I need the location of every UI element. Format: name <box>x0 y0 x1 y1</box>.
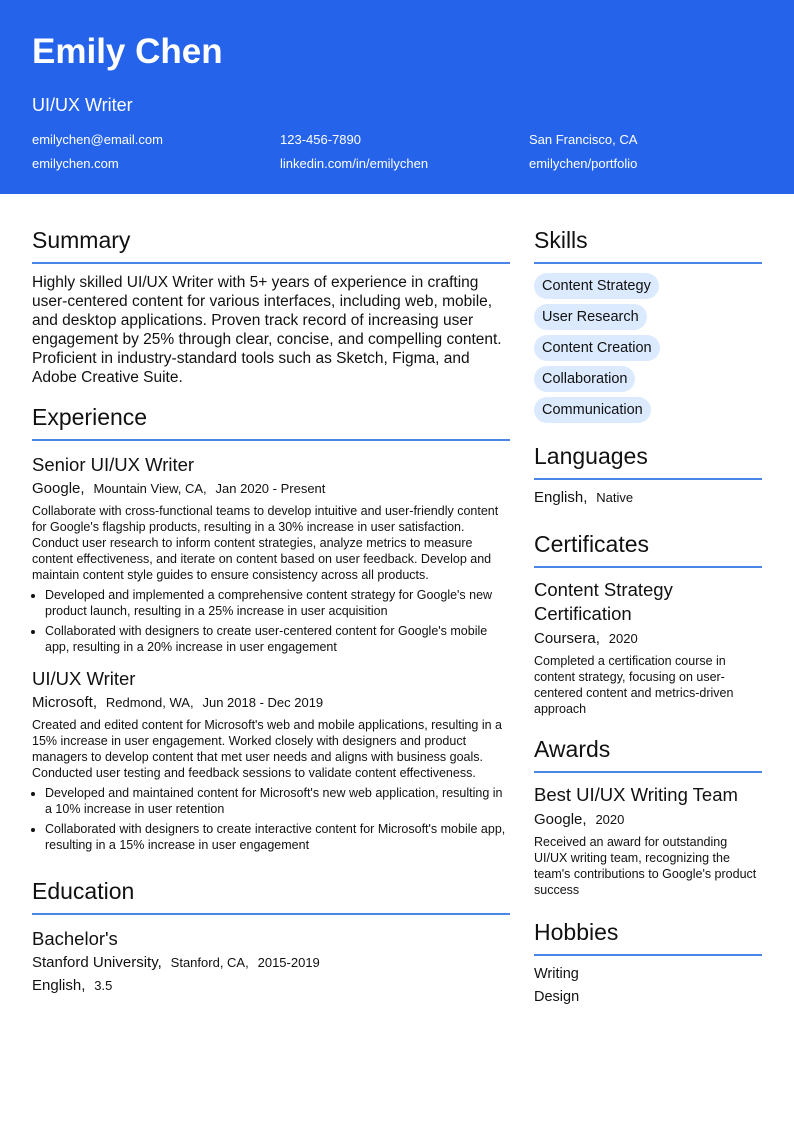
contact-email[interactable]: emilychen@email.com <box>32 132 163 147</box>
degree: Bachelor's <box>32 928 118 949</box>
award-meta <box>534 809 762 831</box>
school-name: Stanford University, <box>32 954 162 971</box>
achievement-item: • Developed and implemented a comprehensive content strategy for Google's new product launch, resulting in a 25% increase in user acquisition <box>45 587 510 619</box>
skills-heading: Skills <box>534 226 762 264</box>
achievement-item: • Developed and maintained content for Microsoft's new web application, resulting in a 10% increase in user retention <box>45 785 510 817</box>
skill-pill: Collaboration <box>534 366 635 392</box>
experience-section <box>32 403 510 853</box>
language-row <box>534 488 762 508</box>
certificate-description: Completed a certification course in content strategy, focusing on user-centered content and metrics-driven approach <box>534 654 734 716</box>
job-title: Senior UI/UX Writer <box>32 454 195 475</box>
resume-body <box>0 194 794 1009</box>
award-name: Best UI/UX Writing Team <box>534 784 738 805</box>
job-company: Google, <box>32 480 85 497</box>
awards-heading: Awards <box>534 735 762 773</box>
job-entry <box>32 667 510 853</box>
job-description: Created and edited content for Microsoft's web and mobile applications, resulting in a 15% increase in user engagement. Worked closely with designers and product managers to develop content that met user needs and aligns with business goals. Conducted user testing and feedback sessions to validate content effectiveness. <box>32 718 503 780</box>
job-achievements <box>32 587 510 655</box>
language-name: English, <box>534 489 588 506</box>
summary-heading: Summary <box>32 226 510 264</box>
job-dates: Jun 2018 - Dec 2019 <box>202 695 324 710</box>
candidate-title: UI/UX Writer <box>32 95 133 115</box>
languages-heading: Languages <box>534 442 762 480</box>
education-gpa: 3.5 <box>94 978 113 993</box>
skill-pill: User Research <box>534 304 647 330</box>
experience-heading: Experience <box>32 403 510 441</box>
main-column <box>32 194 510 1009</box>
contact-linkedin[interactable]: linkedin.com/in/emilychen <box>280 156 429 171</box>
hobby-item: Design <box>534 989 580 1005</box>
skill-pill: Communication <box>534 397 651 423</box>
job-company: Microsoft, <box>32 694 98 711</box>
job-meta <box>32 692 510 714</box>
job-meta <box>32 478 510 500</box>
languages-section <box>534 442 762 508</box>
education-meta <box>32 952 510 974</box>
side-column <box>534 194 762 1009</box>
hobby-item: Writing <box>534 966 579 982</box>
achievement-item: • Collaborated with designers to create user-centered content for Google's mobile app, resulting in a 20% increase in user engagement <box>45 623 510 655</box>
skills-section <box>534 226 762 428</box>
contact-location: San Francisco, CA <box>529 132 638 147</box>
skill-pill: Content Strategy <box>534 273 659 299</box>
hobbies-section <box>534 918 762 1009</box>
awards-section <box>534 735 762 898</box>
candidate-name: Emily Chen <box>32 32 223 71</box>
award-description: Received an award for outstanding UI/UX writing team, recognizing the team's contributions to Google's product success <box>534 835 757 897</box>
certificates-section <box>534 530 762 717</box>
summary-text: Highly skilled UI/UX Writer with 5+ years of experience in crafting user-centered content for various interfaces, including web, mobile, and desktop applications. Proven track record of increasing user engagement by 25% through clear, concise, and compelling content. Proficient in industry-standard tools such as Sketch, Figma, and Adobe Creative Suite. <box>32 274 502 386</box>
education-field: English, <box>32 977 86 994</box>
award-issuer: Google, <box>534 811 587 828</box>
summary-section <box>32 226 510 387</box>
resume-header <box>0 0 794 194</box>
education-field-row <box>32 975 510 997</box>
job-dates: Jan 2020 - Present <box>215 481 326 496</box>
contact-website[interactable]: emilychen.com <box>32 156 119 171</box>
contact-info <box>32 131 762 172</box>
job-entry <box>32 453 510 655</box>
certificate-year: 2020 <box>608 631 638 646</box>
skills-list <box>534 273 762 428</box>
certificate-meta <box>534 628 762 650</box>
achievement-item: • Collaborated with designers to create interactive content for Microsoft's mobile app, resulting in a 15% increase in user engagement <box>45 821 510 853</box>
hobbies-list <box>534 963 762 1009</box>
job-title: UI/UX Writer <box>32 668 136 689</box>
skill-pill: Content Creation <box>534 335 660 361</box>
job-location: Redmond, WA, <box>105 695 194 710</box>
contact-portfolio[interactable]: emilychen/portfolio <box>529 156 638 171</box>
award-year: 2020 <box>595 812 625 827</box>
certificates-heading: Certificates <box>534 530 762 568</box>
language-level: Native <box>596 490 634 505</box>
certificate-issuer: Coursera, <box>534 630 600 647</box>
job-description: Collaborate with cross-functional teams to develop intuitive and user-friendly content for Google's flagship products, resulting in a 30% increase in user satisfaction. Conduct user research to inform content strategies, analyze metrics to measure content effectiveness, and iterate on content based on user feedback. Develop and maintain content style guides to ensure consistency across all products. <box>32 504 499 582</box>
hobbies-heading: Hobbies <box>534 918 762 956</box>
education-section <box>32 877 510 997</box>
education-heading: Education <box>32 877 510 915</box>
education-dates: 2015-2019 <box>257 955 320 970</box>
job-achievements <box>32 785 510 853</box>
school-location: Stanford, CA, <box>170 955 249 970</box>
contact-phone[interactable]: 123-456-7890 <box>280 132 361 147</box>
certificate-name: Content Strategy Certification <box>534 579 673 624</box>
job-location: Mountain View, CA, <box>93 481 207 496</box>
